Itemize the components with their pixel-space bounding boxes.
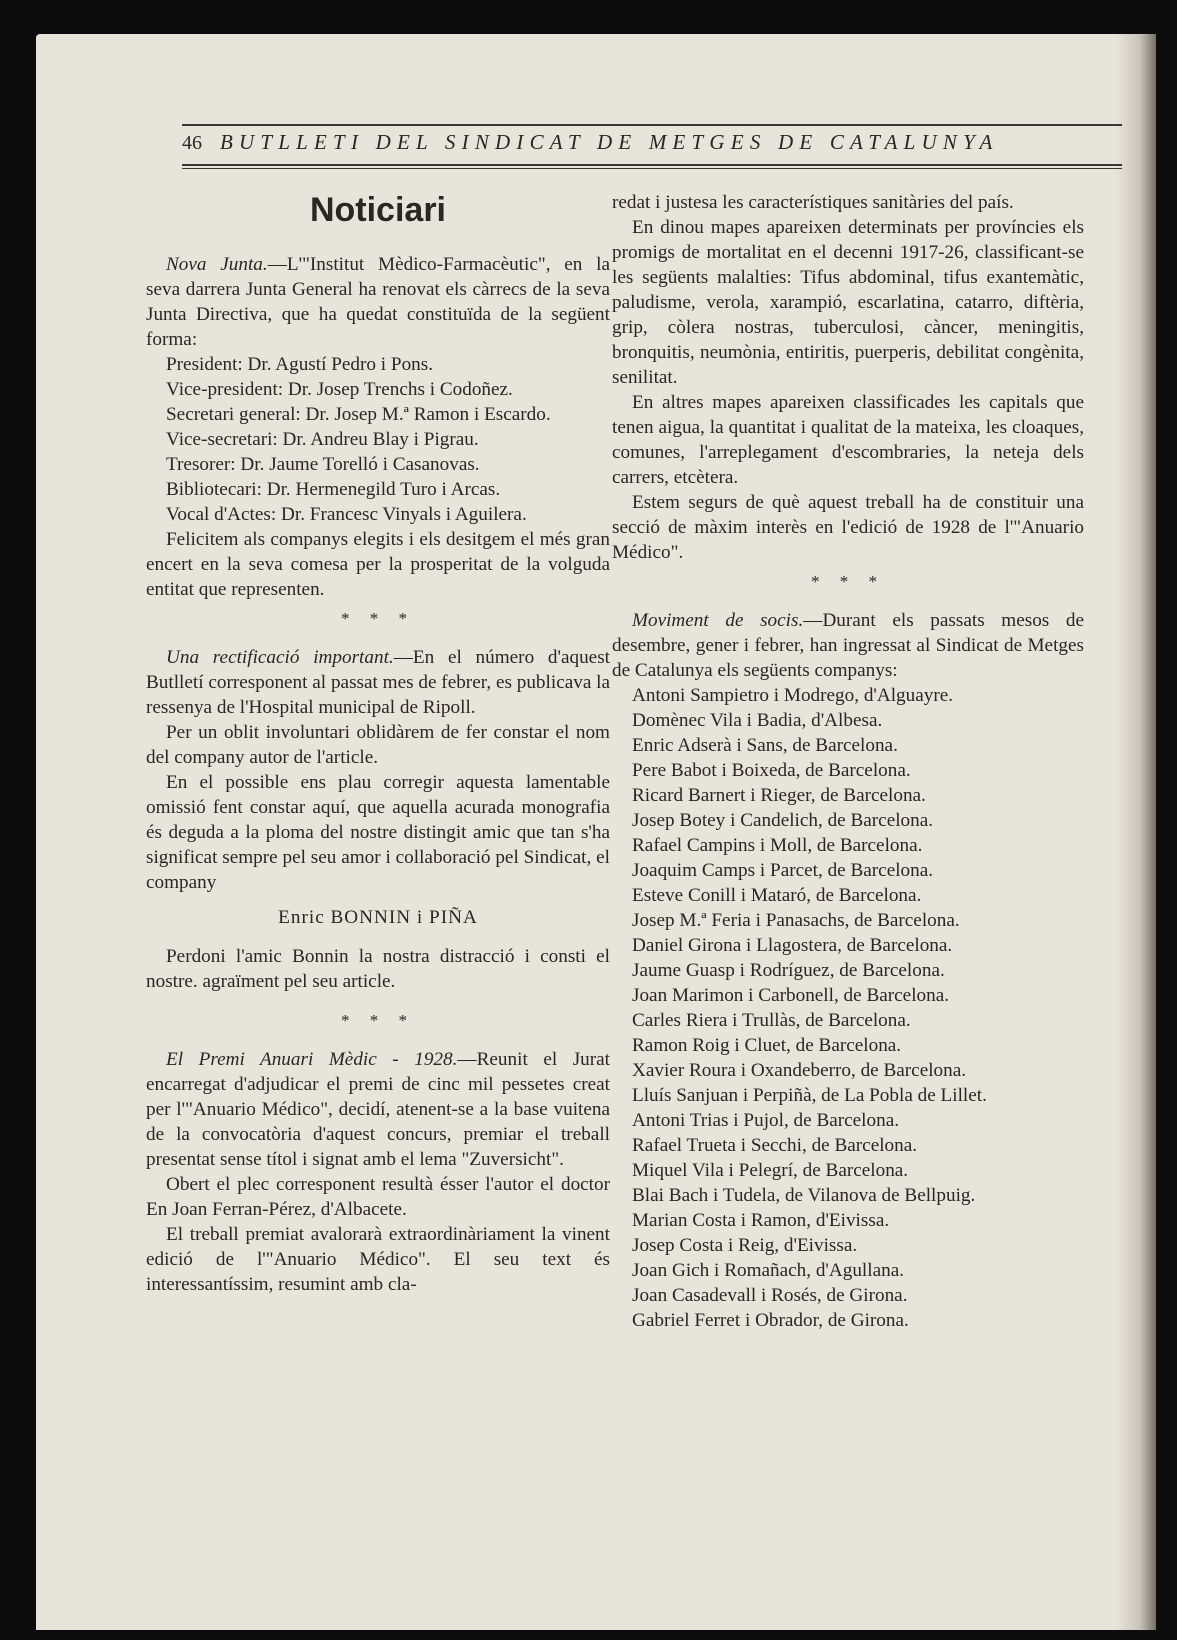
- continued-paragraph: redat i justesa les característiques sanitàries del país.: [612, 192, 1014, 213]
- left-column: [146, 190, 610, 1297]
- rectificacio-paragraph-4: Perdoni l'amic Bonnin la nostra distracció i consti el nostre. agraïment pel seu article.: [146, 946, 610, 992]
- list-item: Bibliotecari: Dr. Hermenegild Turo i Arcas.: [166, 479, 501, 500]
- list-item: Vice-president: Dr. Josep Trenchs i Codoñez.: [166, 379, 513, 400]
- list-item: Domènec Vila i Badia, d'Albesa.: [632, 710, 883, 731]
- header-rule-thin: [182, 168, 1122, 169]
- list-item: Blai Bach i Tudela, de Vilanova de Bellpuig.: [632, 1185, 976, 1206]
- list-item: Pere Babot i Boixeda, de Barcelona.: [632, 760, 911, 781]
- list-item: Rafael Trueta i Secchi, de Barcelona.: [632, 1135, 918, 1156]
- list-item: Joan Gich i Romañach, d'Agullana.: [632, 1260, 905, 1281]
- junta-members-list: [146, 352, 610, 527]
- section-separator: * * *: [811, 572, 885, 591]
- premi-lead: El Premi Anuari Mèdic - 1928.: [166, 1049, 458, 1070]
- moviment-paragraph: [612, 608, 1084, 683]
- capitals-paragraph: En altres mapes apareixen classificades les capitals que tenen aigua, la quantitat i qualitat de la mateixa, les cloaques, comunes, l'arreplegament d'escombraries, la neteja dels carrers, etcètera.: [612, 392, 1084, 488]
- list-item: Antoni Sampietro i Modrego, d'Alguayre.: [632, 685, 954, 706]
- list-item: President: Dr. Agustí Pedro i Pons.: [166, 354, 434, 375]
- list-item: Ramon Roig i Cluet, de Barcelona.: [632, 1035, 902, 1056]
- list-item: Miquel Vila i Pelegrí, de Barcelona.: [632, 1160, 909, 1181]
- list-item: Tresorer: Dr. Jaume Torelló i Casanovas.: [166, 454, 480, 475]
- premi-paragraph-2: Obert el plec corresponent resultà ésser l'autor el doctor En Joan Ferran-Pérez, d'Albacete.: [146, 1174, 610, 1220]
- list-item: Rafael Campins i Moll, de Barcelona.: [632, 835, 923, 856]
- rectificacio-paragraph-3: En el possible ens plau corregir aquesta lamentable omissió fent constar aquí, que aquella acurada monografia és deguda a la ploma del nostre distingit amic que tan s'ha significat sempre pel seu amor i collaboració pel Sindicat, el company: [146, 772, 610, 893]
- nova-junta-paragraph: [146, 252, 610, 352]
- new-members-list: [612, 683, 1084, 1333]
- list-item: Xavier Roura i Oxandeberro, de Barcelona.: [632, 1060, 967, 1081]
- list-item: Joaquim Camps i Parcet, de Barcelona.: [632, 860, 934, 881]
- list-item: Joan Marimon i Carbonell, de Barcelona.: [632, 985, 950, 1006]
- list-item: Gabriel Ferret i Obrador, de Girona.: [632, 1310, 909, 1331]
- list-item: Secretari general: Dr. Josep M.ª Ramon i Escardo.: [166, 404, 551, 425]
- moviment-lead: Moviment de socis.: [632, 610, 804, 631]
- treball-paragraph: Estem segurs de què aquest treball ha de constituir una secció de màxim interès en l'edició de 1928 de l'"Anuario Médico".: [612, 492, 1084, 563]
- list-item: Vice-secretari: Dr. Andreu Blay i Pigrau.: [166, 429, 479, 450]
- rectificacio-text: —En el número d'aquest Butlletí corresponent al passat mes de febrer, es publicava la ressenya de l'Hospital municipal de Ripoll.: [146, 647, 610, 718]
- list-item: Esteve Conill i Mataró, de Barcelona.: [632, 885, 922, 906]
- nova-junta-closing: Felicitem als companys elegits i els desitgem el més gran encert en la seva comesa per la prosperitat de la volguda entitat que representen.: [146, 529, 610, 600]
- list-item: Antoni Trias i Pujol, de Barcelona.: [632, 1110, 900, 1131]
- author-signature: Enric BONNIN i PIÑA: [278, 907, 478, 928]
- list-item: Josep Botey i Candelich, de Barcelona.: [632, 810, 934, 831]
- list-item: Enric Adserà i Sans, de Barcelona.: [632, 735, 898, 756]
- rectificacio-paragraph: [146, 645, 610, 720]
- mapes-paragraph: En dinou mapes apareixen determinats per províncies els promigs de mortalitat en el decenni 1917-26, classificant-se les següents malalties: Tifus abdominal, tifus exantemàtic, paludisme, verola, xarampió, escarlatina, catarro, diftèria, grip, còlera nostras, tuberculosi, càncer, meningitis, bronquitis, neumònia, entiritis, puerperis, debilitat congènita, senilitat.: [612, 217, 1084, 388]
- running-header: [182, 116, 1122, 168]
- header-rule-bottom: [182, 164, 1122, 166]
- list-item: Marian Costa i Ramon, d'Eivissa.: [632, 1210, 890, 1231]
- right-column: [612, 190, 1084, 1333]
- rectificacio-lead: Una rectificació important.: [166, 647, 394, 668]
- section-separator: * * *: [341, 609, 415, 628]
- premi-paragraph: [146, 1047, 610, 1172]
- page-edge-shadow: [1116, 34, 1156, 1630]
- moviment-text: —Durant els passats mesos de desembre, gener i febrer, han ingressat al Sindicat de Metges de Catalunya els següents companys:: [612, 610, 1084, 681]
- rectificacio-paragraph-2: Per un oblit involuntari oblidàrem de fer constar el nom del company autor de l'article.: [146, 722, 610, 768]
- list-item: Joan Casadevall i Rosés, de Girona.: [632, 1285, 908, 1306]
- section-title: Noticiari: [309, 191, 447, 229]
- list-item: Daniel Girona i Llagostera, de Barcelona.: [632, 935, 953, 956]
- header-rule-top: [182, 124, 1122, 126]
- list-item: Josep Costa i Reig, d'Eivissa.: [632, 1235, 858, 1256]
- page-number: 46: [182, 132, 202, 154]
- nova-junta-text: —L'"Institut Mèdico-Farmacèutic", en la seva darrera Junta General ha renovat els càrrecs de la seva Junta Directiva, que ha quedat constituïda de la següent forma:: [146, 254, 610, 350]
- nova-junta-lead: Nova Junta.: [166, 254, 268, 275]
- list-item: Vocal d'Actes: Dr. Francesc Vinyals i Aguilera.: [166, 504, 527, 525]
- list-item: Carles Riera i Trullàs, de Barcelona.: [632, 1010, 911, 1031]
- premi-paragraph-3: El treball premiat avalorarà extraordinàriament la vinent edició de l'"Anuario Médico". El seu text és interessantíssim, resumint amb cla-: [146, 1224, 610, 1295]
- list-item: Jaume Guasp i Rodríguez, de Barcelona.: [632, 960, 945, 981]
- list-item: Ricard Barnert i Rieger, de Barcelona.: [632, 785, 926, 806]
- list-item: Lluís Sanjuan i Perpiñà, de La Pobla de Lillet.: [632, 1085, 987, 1106]
- journal-title: BUTLLETI DEL SINDICAT DE METGES DE CATALUNYA: [220, 130, 999, 154]
- list-item: Josep M.ª Feria i Panasachs, de Barcelona.: [632, 910, 960, 931]
- section-separator: * * *: [341, 1011, 415, 1030]
- premi-text: —Reunit el Jurat encarregat d'adjudicar el premi de cinc mil pessetes creat per l'"Anuario Médico", decidí, atenent-se a la base vuitena de la convocatòria d'aquest concurs, premiar el treball presentat sense títol i signat amb el lema "Zuversicht".: [146, 1049, 611, 1170]
